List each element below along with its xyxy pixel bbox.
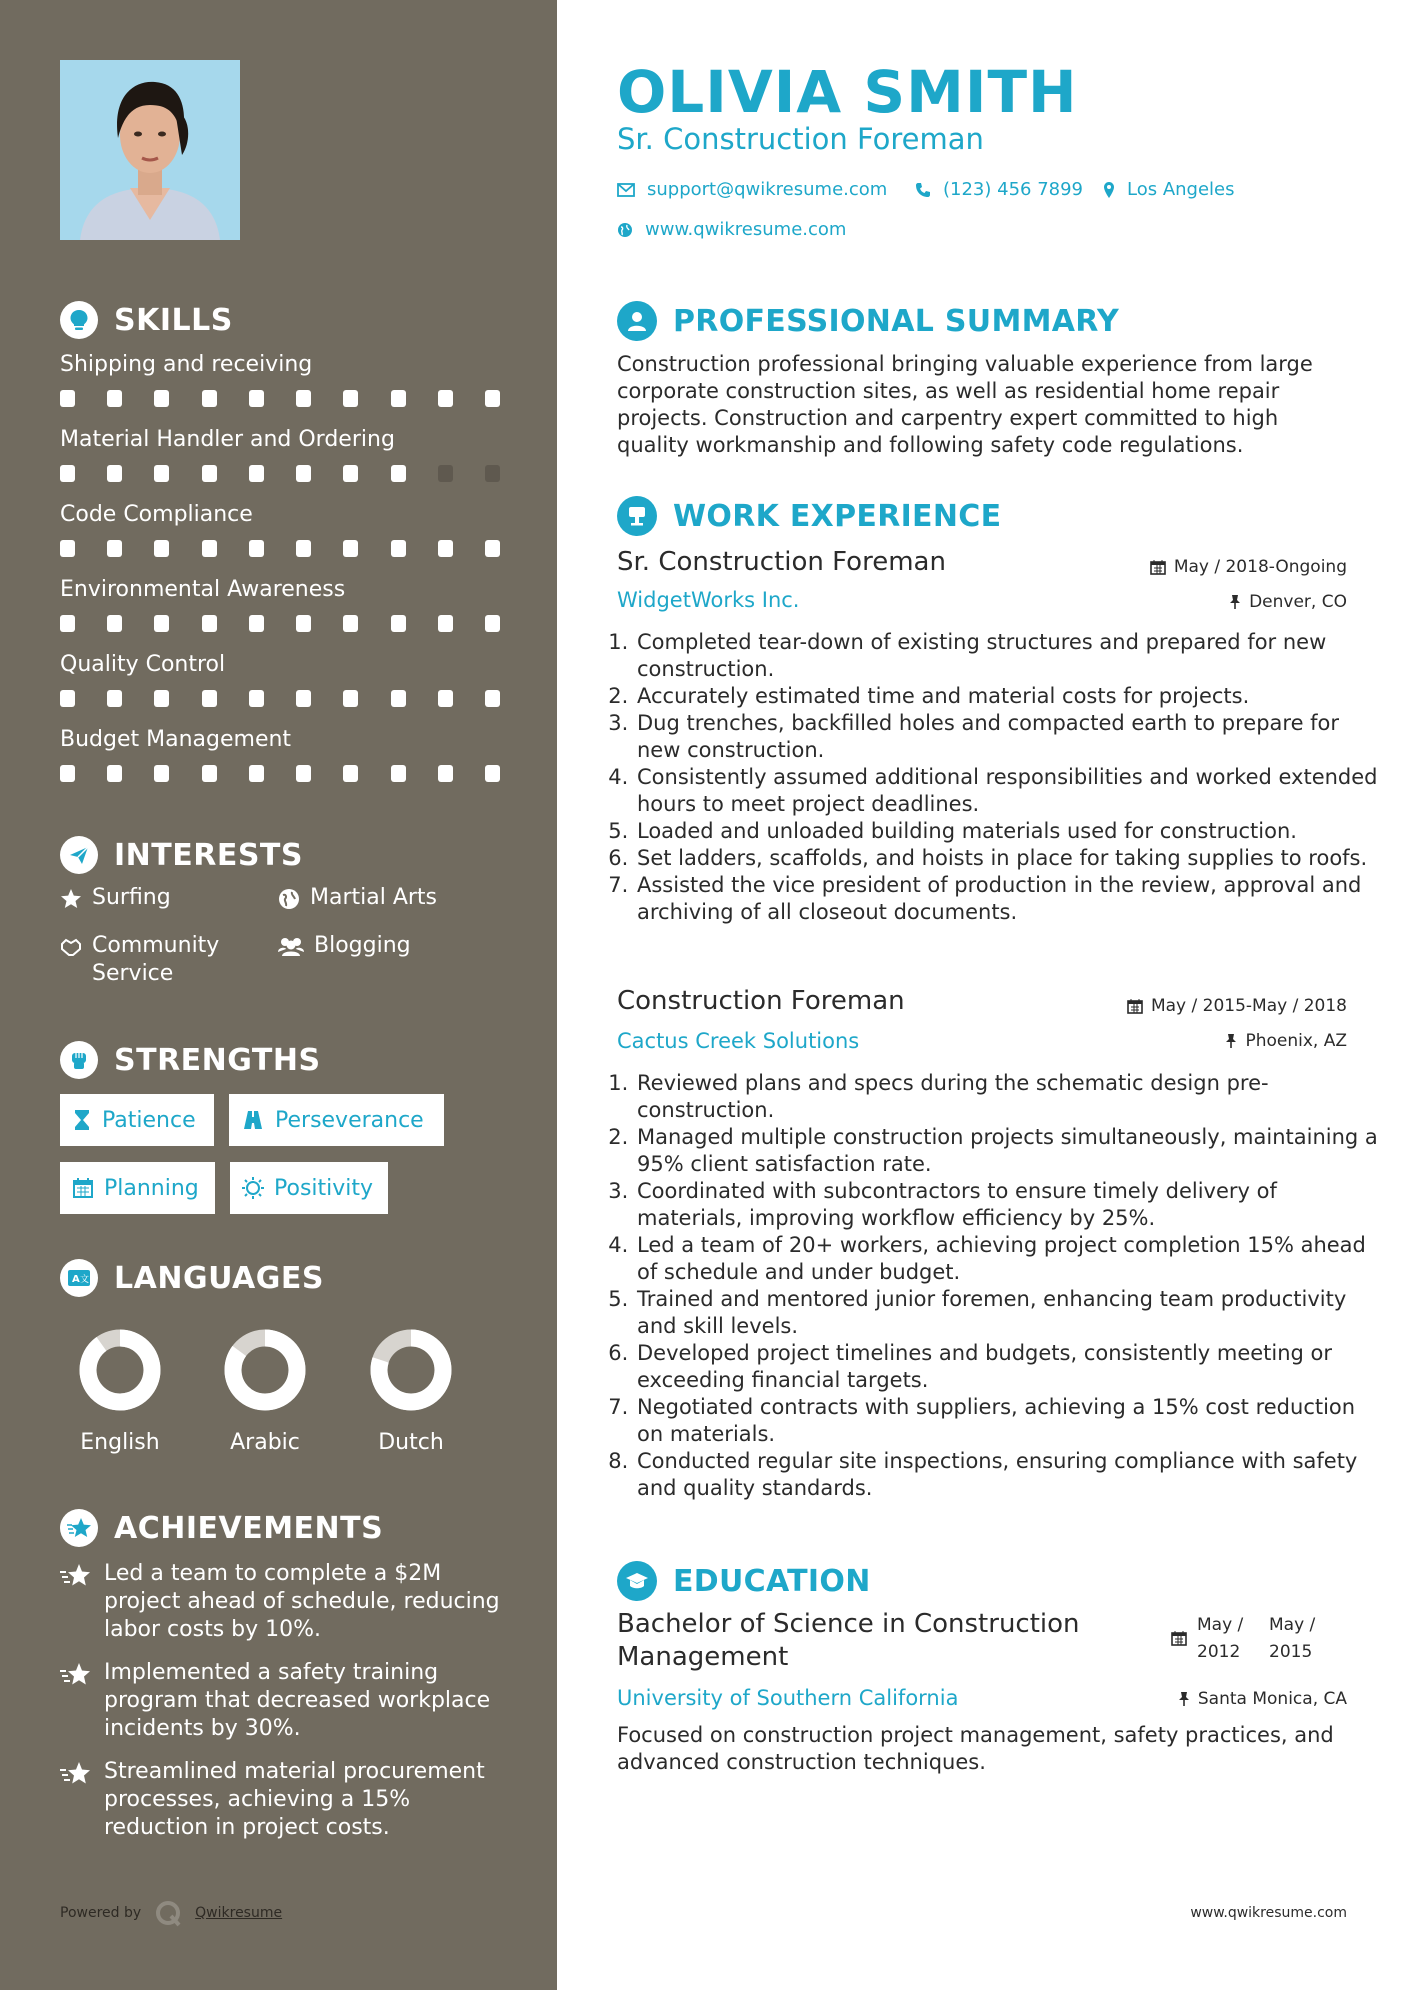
- interest-label: Martial Arts: [310, 885, 438, 910]
- languages-title: LANGUAGES: [114, 1260, 324, 1296]
- skill-rating-dot: [485, 690, 500, 707]
- language-donut-dutch: [369, 1328, 453, 1412]
- candidate-name: OLIVIA SMITH: [617, 58, 1078, 126]
- skill-rating-dot: [485, 465, 500, 482]
- responsibility-item: 2. Accurately estimated time and material costs for projects.: [635, 683, 1380, 710]
- education-end: May / 2015: [1269, 1615, 1316, 1662]
- skills-heading: [60, 301, 233, 339]
- language-donut-fill: [88, 1338, 152, 1402]
- envelope-icon: [617, 183, 635, 197]
- job-location-text: Denver, CO: [1249, 592, 1347, 612]
- responsibility-item: 7. Negotiated contracts with suppliers, achieving a 15% cost reduction on materials.: [635, 1394, 1380, 1448]
- skill-rating: [60, 390, 500, 407]
- skill-rating-dot: [438, 540, 453, 557]
- strength-label: Positivity: [274, 1175, 374, 1201]
- strength-tag: [60, 1162, 215, 1214]
- skill-item: [60, 425, 500, 482]
- skill-rating-dot: [296, 690, 311, 707]
- skill-rating-dot: [202, 765, 217, 782]
- skill-rating-dot: [296, 765, 311, 782]
- skill-rating-dot: [154, 465, 169, 482]
- globe-icon: [278, 888, 300, 910]
- skills-title: SKILLS: [114, 302, 233, 338]
- skill-name: Quality Control: [60, 652, 226, 677]
- education-location-text: Santa Monica, CA: [1197, 1689, 1347, 1709]
- interest-label: Surfing: [92, 885, 171, 910]
- education-title: EDUCATION: [673, 1563, 871, 1599]
- strength-label: Planning: [104, 1175, 199, 1201]
- job-responsibilities: [617, 629, 1380, 926]
- skill-rating-dot: [60, 390, 75, 407]
- skill-name: Material Handler and Ordering: [60, 427, 395, 452]
- skill-name: Environmental Awareness: [60, 577, 346, 602]
- interests-heading: [60, 836, 303, 874]
- skill-item: [60, 650, 500, 707]
- contact-phone[interactable]: [915, 179, 1083, 200]
- achievement-star-icon: [60, 1661, 92, 1687]
- skill-rating-dot: [154, 540, 169, 557]
- skill-rating-dot: [343, 540, 358, 557]
- skill-rating-dot: [60, 615, 75, 632]
- education-location: [1178, 1689, 1347, 1709]
- summary-heading: [617, 301, 1119, 341]
- sun-icon: [242, 1177, 264, 1199]
- responsibility-item: 1. Completed tear-down of existing structures and prepared for new construction.: [635, 629, 1380, 683]
- skill-rating-dot: [249, 465, 264, 482]
- skill-rating-dot: [249, 615, 264, 632]
- svg-text:文: 文: [80, 1275, 90, 1285]
- responsibility-item: 5. Trained and mentored junior foremen, enhancing team productivity and skill levels.: [635, 1286, 1380, 1340]
- interest-label: Community Service: [92, 933, 220, 986]
- skill-rating-dot: [202, 540, 217, 557]
- calendar-icon: [1171, 1630, 1187, 1646]
- responsibility-item: 3. Dug trenches, backfilled holes and compacted earth to prepare for new construction.: [635, 710, 1380, 764]
- strength-label: Perseverance: [275, 1107, 424, 1133]
- skill-name: Code Compliance: [60, 502, 253, 527]
- interest-item: [278, 884, 437, 912]
- responsibility-item: 6. Developed project timelines and budgets, consistently meeting or exceeding financial targets.: [635, 1340, 1380, 1394]
- website-text: www.qwikresume.com: [645, 219, 847, 240]
- skill-rating-dot: [391, 390, 406, 407]
- footer-website[interactable]: www.qwikresume.com: [1190, 1905, 1347, 1921]
- skill-item: [60, 500, 500, 557]
- contact-website[interactable]: [617, 219, 846, 240]
- skill-rating-dot: [296, 540, 311, 557]
- main-content: [557, 0, 1407, 1990]
- user-icon: [617, 301, 657, 341]
- skill-rating-dot: [249, 765, 264, 782]
- qwikresume-logo-icon: [153, 1898, 183, 1928]
- graduation-cap-icon: [617, 1561, 657, 1601]
- pushpin-icon: [1229, 594, 1241, 610]
- profile-photo: [60, 60, 240, 240]
- skill-rating: [60, 615, 500, 632]
- interest-item: [278, 932, 411, 960]
- contact-email[interactable]: [617, 179, 887, 200]
- strength-label: Patience: [102, 1107, 196, 1133]
- skill-rating-dot: [107, 465, 122, 482]
- skill-rating-dot: [202, 390, 217, 407]
- phone-icon: [915, 182, 931, 198]
- strength-tag: [230, 1162, 388, 1214]
- achievement-text: Implemented a safety training program that decreased workplace incidents by 30%.: [104, 1660, 491, 1741]
- achievement-text: Led a team to complete a $2M project ahead of schedule, reducing labor costs by 10%.: [104, 1561, 500, 1642]
- language-donut-arabic: [223, 1328, 307, 1412]
- skill-rating-dot: [60, 540, 75, 557]
- interest-label: Blogging: [314, 933, 411, 958]
- education-description: Focused on construction project management, safety practices, and advanced construction techniques.: [617, 1723, 1334, 1774]
- job-title: Construction Foreman: [617, 986, 905, 1016]
- skill-rating-dot: [107, 540, 122, 557]
- achievement-item: [60, 1758, 510, 1842]
- skill-rating-dot: [438, 690, 453, 707]
- skill-rating-dot: [60, 690, 75, 707]
- skill-rating-dot: [343, 390, 358, 407]
- job-location: [1225, 1031, 1347, 1051]
- fist-icon: [60, 1041, 98, 1079]
- skill-rating-dot: [60, 465, 75, 482]
- achievement-item: [60, 1560, 510, 1644]
- skill-rating-dot: [202, 615, 217, 632]
- handshake-icon: [60, 936, 82, 958]
- skill-rating-dot: [249, 540, 264, 557]
- responsibility-item: 8. Conducted regular site inspections, ensuring compliance with safety and quality standards.: [635, 1448, 1380, 1502]
- skill-rating-dot: [391, 765, 406, 782]
- skill-rating-dot: [343, 765, 358, 782]
- paper-plane-icon: [60, 836, 98, 874]
- interest-item: [60, 932, 240, 988]
- strength-tag: [229, 1094, 444, 1146]
- skill-rating-dot: [202, 465, 217, 482]
- interests-title: INTERESTS: [114, 837, 303, 873]
- star-icon: [60, 888, 82, 910]
- skill-rating-dot: [107, 765, 122, 782]
- skill-rating-dot: [343, 615, 358, 632]
- calendar-icon: [72, 1177, 94, 1199]
- interest-item: [60, 884, 171, 912]
- skill-rating-dot: [296, 465, 311, 482]
- location-text: Los Angeles: [1127, 179, 1235, 200]
- achievement-item: [60, 1659, 510, 1743]
- contact-location: [1103, 179, 1235, 200]
- skill-rating-dot: [249, 690, 264, 707]
- responsibility-item: 2. Managed multiple construction projects simultaneously, maintaining a 95% client satisfaction rate.: [635, 1124, 1380, 1178]
- summary-text: Construction professional bringing valuable experience from large corporate construction sites, as well as residential home repair projects. Construction and carpentry expert committed to high quality workmanship and following safety code regulations.: [617, 352, 1313, 457]
- job-dates-text: May / 2015-May / 2018: [1150, 996, 1347, 1016]
- pushpin-icon: [1225, 1033, 1237, 1049]
- email-text: support@qwikresume.com: [647, 179, 888, 200]
- powered-by-label: Powered by: [60, 1905, 142, 1921]
- job-responsibilities: [617, 1070, 1380, 1502]
- job-title: Sr. Construction Foreman: [617, 547, 946, 577]
- skill-rating-dot: [343, 690, 358, 707]
- skill-rating-dot: [202, 690, 217, 707]
- job-company: Cactus Creek Solutions: [617, 1029, 860, 1053]
- responsibility-item: 1. Reviewed plans and specs during the schematic design pre-construction.: [635, 1070, 1380, 1124]
- pushpin-icon: [1178, 1691, 1190, 1707]
- skill-rating-dot: [438, 390, 453, 407]
- skill-name: Budget Management: [60, 727, 292, 752]
- skill-rating-dot: [296, 615, 311, 632]
- users-icon: [278, 936, 304, 958]
- job-location-text: Phoenix, AZ: [1245, 1031, 1347, 1051]
- sidebar: [0, 0, 557, 1990]
- svg-text:A: A: [72, 1274, 80, 1285]
- phone-text: (123) 456 7899: [943, 179, 1084, 200]
- language-label: English: [80, 1430, 160, 1455]
- translate-icon: [60, 1259, 98, 1297]
- calendar-icon: [1127, 998, 1143, 1014]
- skill-rating-dot: [60, 765, 75, 782]
- calendar-icon: [1150, 559, 1166, 575]
- achievement-star-icon: [60, 1760, 92, 1786]
- candidate-title: Sr. Construction Foreman: [617, 122, 984, 156]
- achievements-title: ACHIEVEMENTS: [114, 1510, 384, 1546]
- skill-rating-dot: [391, 690, 406, 707]
- skill-rating-dot: [107, 390, 122, 407]
- skill-item: [60, 350, 500, 407]
- skill-item: [60, 575, 500, 632]
- skill-rating-dot: [391, 615, 406, 632]
- responsibility-item: 3. Coordinated with subcontractors to ensure timely delivery of materials, improving workflow efficiency by 25%.: [635, 1178, 1380, 1232]
- education-start: May / 2012: [1197, 1615, 1244, 1662]
- strengths-heading: [60, 1041, 321, 1079]
- skill-rating: [60, 765, 500, 782]
- podium-icon: [617, 496, 657, 536]
- skill-rating-dot: [154, 690, 169, 707]
- job-location: [1229, 592, 1347, 612]
- skill-rating-dot: [107, 615, 122, 632]
- skill-rating-dot: [154, 390, 169, 407]
- experience-title: WORK EXPERIENCE: [673, 498, 1002, 534]
- achievement-star-icon: [60, 1509, 98, 1547]
- skill-rating-dot: [485, 390, 500, 407]
- skill-rating: [60, 540, 500, 557]
- achievement-text: Streamlined material procurement processes, achieving a 15% reduction in project costs.: [104, 1759, 485, 1840]
- skill-item: [60, 725, 500, 782]
- achievements-heading: [60, 1509, 383, 1547]
- job-dates: [1127, 996, 1347, 1016]
- responsibility-item: 5. Loaded and unloaded building materials used for construction.: [635, 818, 1380, 845]
- skill-rating-dot: [391, 465, 406, 482]
- skill-name: Shipping and receiving: [60, 352, 313, 377]
- skill-rating-dot: [154, 765, 169, 782]
- job-dates: [1150, 557, 1347, 577]
- responsibility-item: 7. Assisted the vice president of production in the review, approval and archiving of all closeout documents.: [635, 872, 1380, 926]
- skill-rating-dot: [249, 390, 264, 407]
- skill-rating: [60, 465, 500, 482]
- powered-by: [60, 1898, 282, 1928]
- language-label: Arabic: [230, 1430, 300, 1455]
- skill-rating-dot: [438, 765, 453, 782]
- skill-rating-dot: [485, 615, 500, 632]
- job-company: WidgetWorks Inc.: [617, 588, 800, 612]
- hourglass-icon: [72, 1109, 92, 1131]
- skill-rating-dot: [438, 615, 453, 632]
- skill-rating-dot: [107, 690, 122, 707]
- strengths-title: STRENGTHS: [114, 1042, 321, 1078]
- languages-heading: [60, 1259, 324, 1297]
- skill-rating-dot: [485, 540, 500, 557]
- language-donut-english: [78, 1328, 162, 1412]
- skill-rating-dot: [154, 615, 169, 632]
- school-name: University of Southern California: [617, 1686, 959, 1710]
- achievement-star-icon: [60, 1562, 92, 1588]
- summary-title: PROFESSIONAL SUMMARY: [673, 303, 1120, 339]
- map-marker-icon: [1103, 181, 1115, 199]
- responsibility-item: 4. Led a team of 20+ workers, achieving project completion 15% ahead of schedule and under budget.: [635, 1232, 1380, 1286]
- degree-title: Bachelor of Science in Construction Management: [617, 1609, 1080, 1672]
- skill-rating-dot: [391, 540, 406, 557]
- job-dates-text: May / 2018-Ongoing: [1173, 557, 1347, 577]
- brand-link[interactable]: Qwikresume: [195, 1905, 283, 1921]
- skill-rating-dot: [343, 465, 358, 482]
- skill-rating-dot: [296, 390, 311, 407]
- globe-icon: [617, 222, 633, 238]
- lightbulb-icon: [60, 301, 98, 339]
- education-heading: [617, 1561, 871, 1601]
- language-label: Dutch: [378, 1430, 444, 1455]
- skill-rating-dot: [438, 465, 453, 482]
- road-icon: [241, 1110, 265, 1130]
- skill-rating-dot: [485, 765, 500, 782]
- responsibility-item: 4. Consistently assumed additional responsibilities and worked extended hours to meet project deadlines.: [635, 764, 1380, 818]
- strength-tag: [60, 1094, 214, 1146]
- responsibility-item: 6. Set ladders, scaffolds, and hoists in place for taking supplies to roofs.: [635, 845, 1380, 872]
- skill-rating: [60, 690, 500, 707]
- experience-heading: [617, 496, 1001, 536]
